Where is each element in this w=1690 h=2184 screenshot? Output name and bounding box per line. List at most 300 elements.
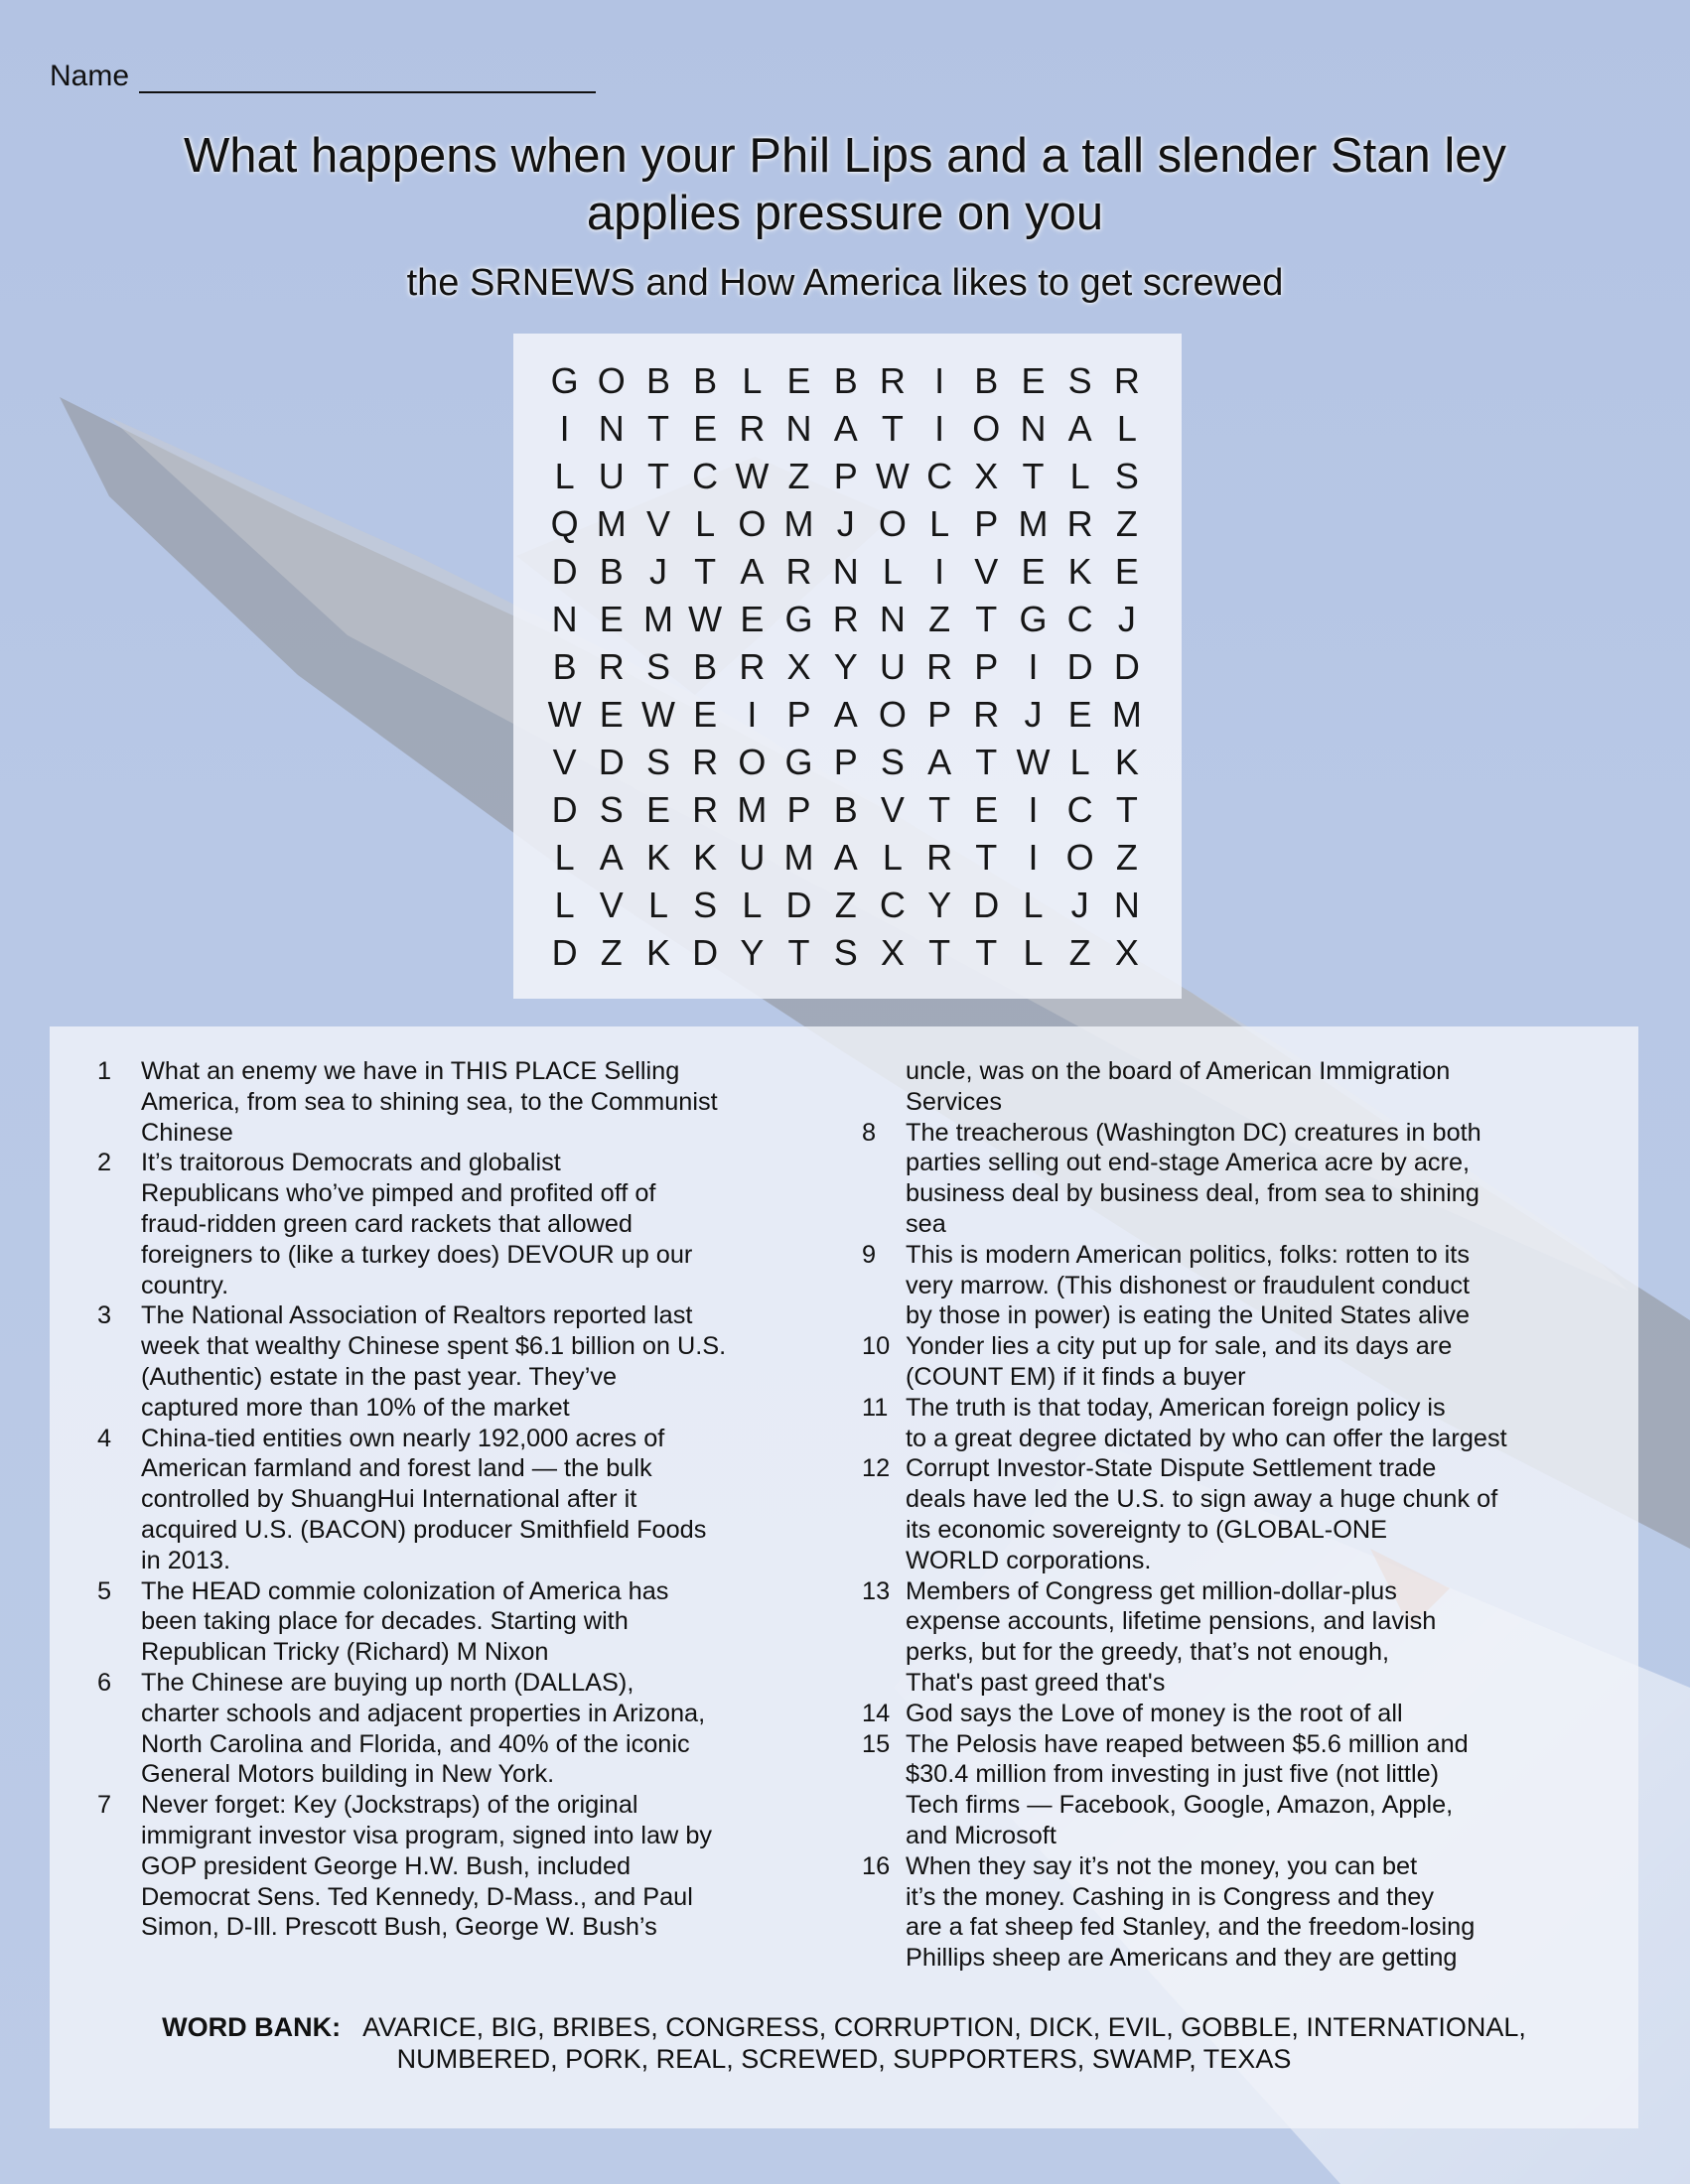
grid-letter[interactable]: B <box>974 360 999 401</box>
title-line-1: What happens when your Phil Lips and a tall slender Stan ley <box>184 129 1506 183</box>
grid-letter[interactable]: V <box>645 503 670 544</box>
grid-letter[interactable]: Z <box>1068 932 1091 973</box>
grid-letter[interactable]: P <box>927 694 952 735</box>
grid-letter[interactable]: C <box>879 885 906 925</box>
word-bank <box>50 2011 1638 2075</box>
page-title <box>99 127 1591 242</box>
clue-line: What an enemy we have in THIS PLACE Selling <box>141 1057 680 1085</box>
grid-letter[interactable]: Y <box>833 646 858 687</box>
word-search-panel <box>513 334 1182 999</box>
grid-letter[interactable]: R <box>973 694 1000 735</box>
grid-letter[interactable]: I <box>1028 789 1039 830</box>
clue-text <box>906 1729 1617 1851</box>
grid-letter[interactable]: E <box>1067 694 1092 735</box>
grid-letter[interactable]: O <box>738 503 767 544</box>
clue-line: Chinese <box>141 1118 233 1147</box>
clues-right-column <box>862 1056 1617 1974</box>
grid-letter[interactable]: G <box>1019 599 1048 639</box>
clue-item <box>862 1851 1617 1974</box>
clue-line: America, from sea to shining sea, to the Communist <box>141 1087 718 1116</box>
grid-letter[interactable]: T <box>975 837 998 878</box>
grid-letter[interactable]: K <box>693 837 718 878</box>
clue-line: That's past greed that's <box>906 1668 1166 1697</box>
clue-line: God says the Love of money is the root of all <box>906 1699 1403 1727</box>
grid-letter[interactable]: K <box>1067 551 1092 592</box>
grid-letter[interactable]: W <box>640 694 675 735</box>
grid-letter[interactable]: N <box>1113 885 1140 925</box>
clue-line: American farmland and forest land — the bulk <box>141 1454 652 1483</box>
clue-number: 16 <box>862 1851 891 1880</box>
grid-letter[interactable]: M <box>783 837 814 878</box>
clue-number: 7 <box>97 1791 112 1820</box>
grid-letter[interactable]: L <box>1116 408 1137 449</box>
grid-letter[interactable]: X <box>1114 932 1139 973</box>
clue-item <box>862 1576 1617 1699</box>
grid-letter[interactable]: L <box>1023 885 1044 925</box>
grid-letter[interactable]: E <box>599 694 624 735</box>
grid-letter[interactable]: M <box>596 503 627 544</box>
grid-letter[interactable]: T <box>975 932 998 973</box>
grid-letter[interactable]: Z <box>928 599 951 639</box>
clue-line: are a fat sheep fed Stanley, and the freedom-losing <box>906 1913 1476 1942</box>
clue-line: foreigners to (like a turkey does) DEVOUR up our <box>141 1240 693 1269</box>
clue-line: Democrat Sens. Ted Kennedy, D-Mass., and Paul <box>141 1882 693 1911</box>
grid-letter[interactable]: T <box>928 932 951 973</box>
grid-letter[interactable]: C <box>926 456 953 496</box>
grid-letter[interactable]: A <box>833 837 858 878</box>
clue-line: The treacherous (Washington DC) creatures in both <box>906 1118 1481 1147</box>
grid-letter[interactable]: E <box>786 360 811 401</box>
clue-line: China-tied entities own nearly 192,000 acres of <box>141 1424 665 1452</box>
clues-left-column <box>97 1056 812 1943</box>
grid-letter[interactable]: R <box>692 742 719 782</box>
grid-letter[interactable]: E <box>693 408 718 449</box>
clue-line: The truth is that today, American foreign policy is <box>906 1393 1446 1422</box>
grid-letter[interactable]: C <box>692 456 719 496</box>
clue-item <box>97 1668 812 1790</box>
grid-letter[interactable]: A <box>599 837 624 878</box>
clue-text <box>906 1851 1617 1974</box>
grid-letter[interactable]: R <box>926 837 953 878</box>
clue-item <box>97 1056 812 1148</box>
grid-letter[interactable]: A <box>927 742 952 782</box>
grid-letter[interactable]: I <box>559 408 570 449</box>
clue-text <box>906 1576 1617 1699</box>
grid-letter[interactable]: E <box>1114 551 1139 592</box>
grid-letter[interactable]: V <box>552 742 577 782</box>
clue-number: 8 <box>862 1118 877 1147</box>
grid-letter[interactable]: B <box>833 789 858 830</box>
grid-letter[interactable]: S <box>880 742 905 782</box>
grid-letter[interactable]: L <box>1069 742 1090 782</box>
grid-letter[interactable]: R <box>739 408 766 449</box>
clue-line: by those in power) is eating the United States alive <box>906 1301 1471 1330</box>
grid-letter[interactable]: O <box>738 742 767 782</box>
grid-row <box>541 405 1150 453</box>
grid-letter[interactable]: E <box>740 599 765 639</box>
grid-letter[interactable]: G <box>784 599 813 639</box>
grid-letter[interactable]: S <box>599 789 624 830</box>
grid-letter[interactable]: P <box>786 789 811 830</box>
clue-item <box>862 1453 1617 1575</box>
clue-number: 10 <box>862 1332 891 1361</box>
grid-letter[interactable]: X <box>786 646 811 687</box>
grid-letter[interactable]: N <box>832 551 859 592</box>
clue-number: 2 <box>97 1149 112 1177</box>
clue-item <box>97 1790 812 1943</box>
clue-line: GOP president George H.W. Bush, included <box>141 1851 632 1880</box>
grid-letter[interactable]: P <box>833 456 858 496</box>
clue-line: to a great degree dictated by who can offer the largest <box>906 1424 1507 1452</box>
grid-letter[interactable]: J <box>648 551 667 592</box>
clue-line: Yonder lies a city put up for sale, and its days are <box>906 1332 1453 1361</box>
grid-letter[interactable]: D <box>551 551 578 592</box>
grid-letter[interactable]: J <box>1117 599 1136 639</box>
clue-text <box>141 1668 812 1790</box>
grid-letter[interactable]: W <box>735 456 770 496</box>
grid-letter[interactable]: Z <box>1115 837 1138 878</box>
grid-letter[interactable]: B <box>693 360 718 401</box>
grid-letter[interactable]: X <box>880 932 905 973</box>
grid-row <box>541 691 1150 739</box>
clue-number: 4 <box>97 1424 112 1452</box>
grid-letter[interactable]: N <box>785 408 812 449</box>
grid-letter[interactable]: D <box>1066 646 1093 687</box>
clue-number: 12 <box>862 1454 891 1483</box>
grid-letter[interactable]: R <box>926 646 953 687</box>
grid-letter[interactable]: M <box>783 503 814 544</box>
grid-letter[interactable]: L <box>742 885 763 925</box>
grid-letter[interactable]: B <box>552 646 577 687</box>
clue-line: (COUNT EM) if it finds a buyer <box>906 1362 1246 1391</box>
grid-letter[interactable]: D <box>598 742 625 782</box>
grid-letter[interactable]: G <box>550 360 579 401</box>
clue-line: Never forget: Key (Jockstraps) of the original <box>141 1791 638 1820</box>
clue-text <box>141 1056 812 1148</box>
grid-letter[interactable]: D <box>973 885 1000 925</box>
grid-letter[interactable]: S <box>1114 456 1139 496</box>
clue-line: parties selling out end-stage America acre by acre, <box>906 1149 1471 1177</box>
grid-letter[interactable]: T <box>975 742 998 782</box>
clue-text <box>906 1240 1617 1331</box>
clue-line: WORLD corporations. <box>906 1546 1152 1574</box>
grid-letter[interactable]: L <box>742 360 763 401</box>
clue-number: 13 <box>862 1576 891 1605</box>
grid-letter[interactable]: T <box>646 456 669 496</box>
grid-letter[interactable]: T <box>1115 789 1138 830</box>
clue-line: very marrow. (This dishonest or fraudulent conduct <box>906 1271 1471 1299</box>
clue-line: The HEAD commie colonization of America has <box>141 1576 669 1605</box>
clue-text <box>141 1300 812 1423</box>
grid-letter[interactable]: C <box>1066 789 1093 830</box>
grid-letter[interactable]: M <box>642 599 673 639</box>
grid-letter[interactable]: L <box>1069 456 1090 496</box>
grid-letter[interactable]: R <box>1066 503 1093 544</box>
name-field[interactable] <box>50 60 596 93</box>
clue-number: 6 <box>97 1668 112 1697</box>
grid-letter[interactable]: V <box>880 789 905 830</box>
clue-line: North Carolina and Florida, and 40% of the iconic <box>141 1729 690 1758</box>
grid-letter[interactable]: R <box>598 646 625 687</box>
grid-row <box>541 357 1150 405</box>
grid-letter[interactable]: G <box>784 742 813 782</box>
grid-letter[interactable]: D <box>551 932 578 973</box>
grid-letter[interactable]: Z <box>834 885 857 925</box>
clue-text <box>906 1699 1617 1729</box>
clue-line: been taking place for decades. Starting with <box>141 1607 629 1636</box>
grid-row <box>541 739 1150 786</box>
clue-item <box>97 1576 812 1668</box>
grid-letter[interactable]: N <box>598 408 625 449</box>
clue-line: (Authentic) estate in the past year. They’ve <box>141 1362 618 1391</box>
grid-row <box>541 786 1150 834</box>
grid-letter[interactable]: W <box>547 694 582 735</box>
word-bank-line-1: AVARICE, BIG, BRIBES, CONGRESS, CORRUPTION, DICK, EVIL, GOBBLE, INTERNATIONAL, <box>362 2012 1526 2042</box>
grid-letter[interactable]: U <box>739 837 766 878</box>
grid-letter[interactable]: L <box>554 456 575 496</box>
grid-letter[interactable]: L <box>554 837 575 878</box>
grid-letter[interactable]: I <box>747 694 758 735</box>
grid-letter[interactable]: K <box>1114 742 1139 782</box>
clue-line: week that wealthy Chinese spent $6.1 billion on U.S. <box>141 1332 727 1361</box>
clue-line: This is modern American politics, folks: rotten to its <box>906 1240 1470 1269</box>
clue-text <box>906 1453 1617 1575</box>
clue-line: Phillips sheep are Americans and they are getting <box>906 1944 1458 1973</box>
clue-line: Tech firms — Facebook, Google, Amazon, Apple, <box>906 1791 1454 1820</box>
grid-letter[interactable]: L <box>554 885 575 925</box>
grid-letter[interactable]: S <box>833 932 858 973</box>
clue-number: 1 <box>97 1057 112 1085</box>
clue-number: 14 <box>862 1699 891 1727</box>
grid-letter[interactable]: S <box>693 885 718 925</box>
grid-letter[interactable]: S <box>1067 360 1092 401</box>
grid-letter[interactable]: P <box>786 694 811 735</box>
clue-item <box>862 1393 1617 1454</box>
clue-item <box>97 1424 812 1576</box>
grid-letter[interactable]: E <box>645 789 670 830</box>
grid-letter[interactable]: L <box>647 885 668 925</box>
clue-item <box>862 1118 1617 1240</box>
word-search-grid <box>541 357 1150 977</box>
clue-number: 15 <box>862 1729 891 1758</box>
word-bank-line-2: NUMBERED, PORK, REAL, SCREWED, SUPPORTERS, SWAMP, TEXAS <box>396 2044 1292 2074</box>
grid-row <box>541 500 1150 548</box>
grid-letter[interactable]: J <box>1024 694 1043 735</box>
clue-line: General Motors building in New York. <box>141 1760 555 1789</box>
clue-text <box>141 1790 812 1943</box>
clue-item <box>97 1148 812 1300</box>
grid-letter[interactable]: R <box>739 646 766 687</box>
grid-letter[interactable]: T <box>787 932 810 973</box>
grid-letter[interactable]: T <box>646 408 669 449</box>
clue-line: captured more than 10% of the market <box>141 1393 570 1422</box>
grid-letter[interactable]: O <box>878 694 907 735</box>
grid-letter[interactable]: O <box>878 503 907 544</box>
grid-letter[interactable]: I <box>934 360 945 401</box>
grid-letter[interactable]: M <box>737 789 768 830</box>
clue-line: perks, but for the greedy, that’s not enough, <box>906 1638 1390 1667</box>
title-line-2: applies pressure on you <box>586 187 1104 240</box>
clue-line: Republican Tricky (Richard) M Nixon <box>141 1638 549 1667</box>
grid-letter[interactable]: N <box>551 599 578 639</box>
grid-letter[interactable]: D <box>551 789 578 830</box>
clue-item <box>97 1300 812 1423</box>
grid-letter[interactable]: B <box>833 360 858 401</box>
grid-letter[interactable]: E <box>974 789 999 830</box>
clue-line: deals have led the U.S. to sign away a huge chunk of <box>906 1485 1498 1514</box>
clue-item <box>862 1699 1617 1729</box>
grid-letter[interactable]: S <box>645 646 670 687</box>
clue-number: 11 <box>862 1393 889 1422</box>
grid-letter[interactable]: A <box>833 408 858 449</box>
word-bank-label: WORD BANK: <box>162 2012 342 2042</box>
name-blank-line[interactable] <box>139 66 596 93</box>
grid-letter[interactable]: V <box>599 885 624 925</box>
grid-letter[interactable]: E <box>1021 360 1046 401</box>
grid-letter[interactable]: W <box>875 456 910 496</box>
clue-text <box>141 1424 812 1576</box>
grid-letter[interactable]: P <box>974 646 999 687</box>
grid-letter[interactable]: R <box>1113 360 1140 401</box>
grid-letter[interactable]: R <box>692 789 719 830</box>
grid-letter[interactable]: T <box>1022 456 1045 496</box>
grid-letter[interactable]: I <box>934 408 945 449</box>
grid-letter[interactable]: Z <box>787 456 810 496</box>
grid-letter[interactable]: P <box>974 503 999 544</box>
clue-text <box>906 1118 1617 1240</box>
clue-item <box>862 1240 1617 1331</box>
grid-letter[interactable]: W <box>688 599 723 639</box>
grid-letter[interactable]: J <box>1070 885 1089 925</box>
clue-line: it’s the money. Cashing in is Congress and they <box>906 1882 1434 1911</box>
grid-letter[interactable]: E <box>693 694 718 735</box>
clue-item <box>862 1331 1617 1393</box>
grid-letter[interactable]: A <box>1067 408 1092 449</box>
grid-letter[interactable]: D <box>692 932 719 973</box>
clue-line: charter schools and adjacent properties in Arizona, <box>141 1699 706 1727</box>
clue-line: The Pelosis have reaped between $5.6 million and <box>906 1729 1469 1758</box>
grid-row <box>541 548 1150 596</box>
clue-7-continuation: uncle, was on the board of American Immigration Services <box>906 1057 1451 1116</box>
grid-letter[interactable]: D <box>1113 646 1140 687</box>
grid-letter[interactable]: T <box>975 599 998 639</box>
grid-letter[interactable]: Z <box>1115 503 1138 544</box>
grid-row <box>541 596 1150 643</box>
grid-letter[interactable]: L <box>882 837 903 878</box>
clue-line: immigrant investor visa program, signed into law by <box>141 1821 713 1849</box>
grid-letter[interactable]: L <box>695 503 716 544</box>
grid-letter[interactable]: R <box>879 360 906 401</box>
grid-letter[interactable]: O <box>972 408 1001 449</box>
grid-letter[interactable]: E <box>1021 551 1046 592</box>
grid-letter[interactable]: D <box>785 885 812 925</box>
grid-letter[interactable]: P <box>833 742 858 782</box>
grid-letter[interactable]: U <box>598 456 625 496</box>
grid-letter[interactable]: B <box>599 551 624 592</box>
clue-line: $30.4 million from investing in just five (not little) <box>906 1760 1440 1789</box>
clue-line: fraud-ridden green card rackets that allowed <box>141 1209 633 1238</box>
grid-letter[interactable]: I <box>1028 646 1039 687</box>
grid-letter[interactable]: R <box>832 599 859 639</box>
grid-letter[interactable]: Y <box>740 932 765 973</box>
grid-letter[interactable]: L <box>882 551 903 592</box>
grid-letter[interactable]: K <box>645 837 670 878</box>
grid-letter[interactable]: M <box>1111 694 1142 735</box>
grid-letter[interactable]: Y <box>927 885 952 925</box>
clue-line: business deal by business deal, from sea to shining <box>906 1179 1479 1208</box>
grid-letter[interactable]: Q <box>550 503 579 544</box>
clue-text <box>906 1331 1617 1393</box>
clue-text <box>141 1576 812 1668</box>
grid-row <box>541 929 1150 977</box>
grid-letter[interactable]: I <box>1028 837 1039 878</box>
clue-text <box>141 1148 812 1300</box>
clue-line: Corrupt Investor-State Dispute Settlement trade <box>906 1454 1437 1483</box>
grid-row <box>541 834 1150 882</box>
clue-number: 9 <box>862 1240 877 1269</box>
clue-line: its economic sovereignty to (GLOBAL-ONE <box>906 1515 1388 1544</box>
grid-row <box>541 453 1150 500</box>
grid-letter[interactable]: T <box>694 551 717 592</box>
grid-letter[interactable]: E <box>599 599 624 639</box>
clues-panel <box>50 1026 1638 2128</box>
grid-letter[interactable]: T <box>881 408 904 449</box>
grid-letter[interactable]: U <box>879 646 906 687</box>
grid-letter[interactable]: V <box>974 551 999 592</box>
grid-letter[interactable]: A <box>740 551 765 592</box>
clue-number: 3 <box>97 1301 112 1330</box>
page-subtitle: the SRNEWS and How America likes to get screwed <box>406 262 1284 304</box>
grid-letter[interactable]: K <box>645 932 670 973</box>
grid-letter[interactable]: B <box>645 360 670 401</box>
grid-letter[interactable]: O <box>1065 837 1094 878</box>
grid-letter[interactable]: L <box>1023 932 1044 973</box>
grid-letter[interactable]: A <box>833 694 858 735</box>
clue-text <box>906 1393 1617 1454</box>
clue-line: country. <box>141 1271 229 1299</box>
grid-letter[interactable]: C <box>1066 599 1093 639</box>
grid-letter[interactable]: J <box>836 503 855 544</box>
grid-letter[interactable]: I <box>934 551 945 592</box>
grid-letter[interactable]: M <box>1018 503 1049 544</box>
grid-letter[interactable]: N <box>1020 408 1047 449</box>
clue-line: sea <box>906 1209 946 1238</box>
grid-letter[interactable]: L <box>929 503 950 544</box>
grid-row <box>541 643 1150 691</box>
clue-line: The Chinese are buying up north (DALLAS), <box>141 1668 634 1697</box>
clue-line: expense accounts, lifetime pensions, and lavish <box>906 1607 1437 1636</box>
grid-letter[interactable]: N <box>879 599 906 639</box>
grid-letter[interactable]: T <box>928 789 951 830</box>
clue-line: acquired U.S. (BACON) producer Smithfield Foods <box>141 1515 707 1544</box>
grid-letter[interactable]: X <box>974 456 999 496</box>
grid-letter[interactable]: B <box>693 646 718 687</box>
clue-line: controlled by ShuangHui International after it <box>141 1485 637 1514</box>
grid-letter[interactable]: W <box>1016 742 1051 782</box>
grid-letter[interactable]: S <box>645 742 670 782</box>
clue-line: When they say it’s not the money, you can bet <box>906 1851 1418 1880</box>
clue-line: Republicans who’ve pimped and profited off of <box>141 1179 656 1208</box>
clue-line: Simon, D-Ill. Prescott Bush, George W. Bush’s <box>141 1913 657 1942</box>
clue-number: 5 <box>97 1576 112 1605</box>
clue-item <box>862 1729 1617 1851</box>
clue-line: It’s traitorous Democrats and globalist <box>141 1149 561 1177</box>
clue-line: The National Association of Realtors reported last <box>141 1301 693 1330</box>
grid-letter[interactable]: R <box>785 551 812 592</box>
clue-line: and Microsoft <box>906 1821 1056 1849</box>
grid-letter[interactable]: Z <box>600 932 623 973</box>
grid-letter[interactable]: O <box>597 360 626 401</box>
